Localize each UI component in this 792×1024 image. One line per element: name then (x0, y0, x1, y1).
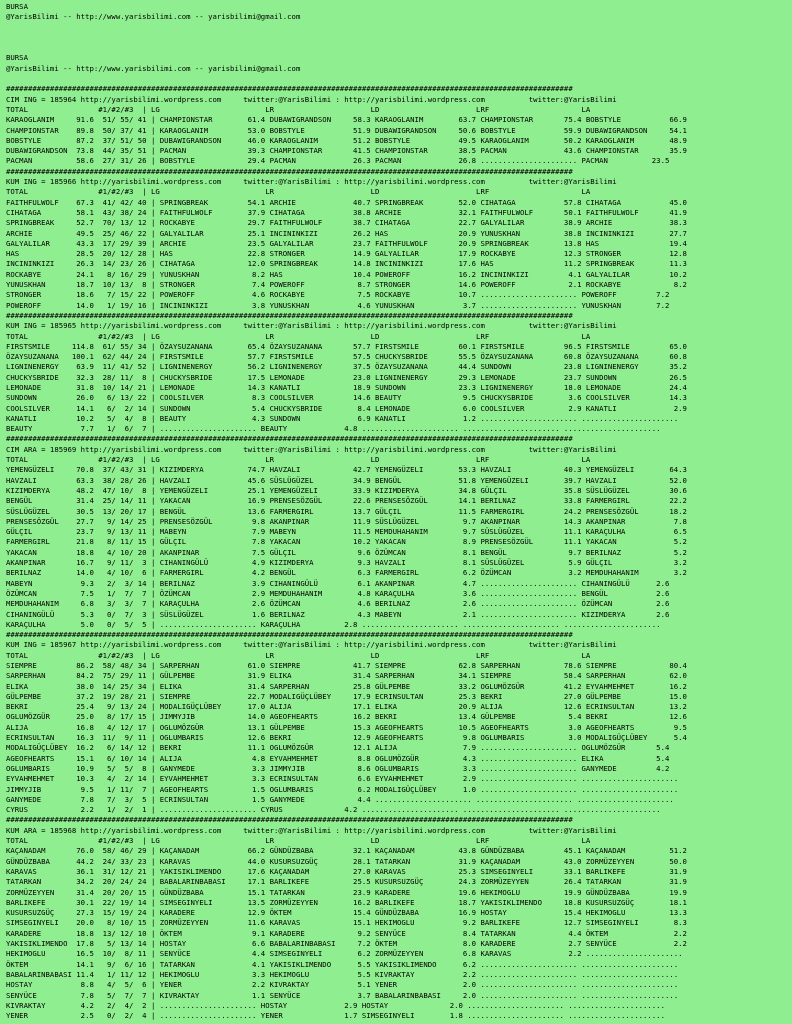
text-line: MEMDUHAHANIM 6.8 3/ 3/ 7 | KARAÇULHA 2.6 ÖZÜMCAN 4.6 BERILNAZ 2.6 ...................... ÖZÜMCAN 2.6 (6, 599, 670, 609)
text-line (6, 23, 687, 33)
text-line: ROCKABYE 24.1 8/ 16/ 29 | YUNUSKHAN 8.2 HAS 10.4 POWEROFF 16.2 INCININKIZI 4.1 GALYALILAR 10.2 (6, 269, 687, 279)
text-line: TOTAL #1/#2/#3 | LG LR LD LRF LA (6, 455, 591, 465)
text-line: KARADERE 18.8 13/ 12/ 10 | ÖKTEM 9.1 KARADERE 9.2 SENYÜCE 8.4 TATARKAN 4.4 ÖKTEM 2.2 (6, 928, 687, 938)
text-line: BEKRI 25.4 9/ 13/ 24 | MODALIGÜÇLÜBEY 17.0 ALIJA 17.1 ELIKA 20.9 ALIJA 12.6 ECRINSULTAN 13.2 (6, 702, 687, 712)
text-line: KUM ING = 185967 http://yarisbilimi.wordpress.com twitter:@YarisBilimi : http://yarisbilimi.wordpress.com twitter:@YarisBilimi (6, 640, 617, 650)
text-line: KARAOGLANIM 91.6 51/ 55/ 41 | CHAMPIONSTAR 61.4 DUBAWIGRANDSON 58.3 KARAOGLANIM 63.7 CHAMPIONSTAR 75.4 BOBSTYLE 66.9 (6, 115, 687, 125)
text-line: HAVZALI 63.3 38/ 28/ 26 | HAVZALI 45.6 SÜSLÜGÜZEL 34.9 BENGÜL 51.8 YEMENGÜZELI 39.7 HAVZALI 52.0 (6, 475, 687, 485)
text-line: YAKACAN 18.8 4/ 10/ 20 | AKANPINAR 7.5 GÜLÇIL 9.6 ÖZÜMCAN 8.1 BENGÜL 9.7 BERILNAZ 5.2 (6, 547, 687, 557)
text-line: TOTAL #1/#2/#3 | LG LR LD LRF LA (6, 836, 591, 846)
separator-line: ################################################################################################################################# (6, 815, 573, 825)
text-line: MODALIGÜÇLÜBEY 16.2 6/ 14/ 12 | BEKRI 11.1 OGLUMÖZGÜR 12.1 ALIJA 7.9 ...................... OGLUMÖZGÜR 5.4 (6, 743, 670, 753)
text-line: SENYÜCE 7.8 5/ 7/ 7 | KIVRAKTAY 1.1 SENYÜCE 3.7 BABALARINBABASI 2.0 ...................... ...................... (6, 990, 679, 1000)
text-line: KIVRAKTAY 4.2 2/ 4/ 2 | ...................... HOSTAY 2.9 HOSTAY 2.0 ...................... ...................... (6, 1000, 665, 1010)
text-line: HAS 28.5 20/ 12/ 28 | HAS 22.8 STRONGER 14.9 GALYALILAR 17.9 ROCKABYE 12.3 STRONGER 12.8 (6, 249, 687, 259)
text-line: CIM ING = 185964 http://yarisbilimi.wordpress.com twitter:@YarisBilimi : http://yarisbilimi.wordpress.com twitter:@YarisBilimi (6, 94, 617, 104)
text-line: LIGNINENERGY 63.9 11/ 41/ 52 | LIGNINENERGY 56.2 LIGNINENERGY 37.5 ÖZAYSUZANANA 44.4 SUNDOWN 23.8 LIGNINENERGY 35.2 (6, 362, 687, 372)
race-statistics-text (6, 2, 687, 1021)
text-line: ÖZAYSUZANANA 100.1 62/ 44/ 24 | FIRSTSMILE 57.7 FIRSTSMILE 57.5 CHUCKYSBRIDE 55.5 ÖZAYSUZANANA 60.8 ÖZAYSUZANANA 60.8 (6, 352, 687, 362)
text-line: BURSA (6, 2, 28, 11)
text-line: LEMONADE 31.8 10/ 14/ 21 | LEMONADE 14.3 KANATLI 18.9 SUNDOWN 23.3 LIGNINENERGY 18.0 LEMONADE 24.4 (6, 382, 687, 392)
text-line: ECRINSULTAN 16.3 11/ 9/ 11 | OGLUMBARIS 12.6 BEKRI 12.9 AGEOFHEARTS 9.8 OGLUMBARIS 3.0 MODALIGÜÇLÜBEY 5.4 (6, 733, 687, 743)
text-line: HEKIMOGLU 16.5 10/ 8/ 11 | SENYÜCE 4.4 SIMSEGINYELI 6.2 ZORMÜZEYYEN 6.8 KARAVAS 2.2 ...................... (6, 949, 683, 959)
separator-line: ################################################################################################################################# (6, 434, 573, 444)
text-line: BABALARINBABASI 11.4 1/ 11/ 12 | HEKIMOGLU 3.3 HEKIMOGLU 5.5 KIVRAKTAY 2.2 ...................... ...................... (6, 969, 679, 979)
text-line: ELIKA 38.0 14/ 25/ 34 | ELIKA 31.4 SARPERHAN 25.8 GÜLPEMBE 33.2 OGLUMÖZGÜR 41.2 EYVAHMEHMET 16.2 (6, 681, 687, 691)
text-line: FAITHFULWOLF 67.3 41/ 42/ 40 | SPRINGBREAK 54.1 ARCHIE 40.7 SPRINGBREAK 52.0 CIHATAGA 57.8 CIHATAGA 45.0 (6, 197, 687, 207)
text-line: TOTAL #1/#2/#3 | LG LR LD LRF LA (6, 650, 591, 660)
text-line: @YarisBilimi -- http://www.yarisbilimi.com -- yarisbilimi@gmail.com (6, 63, 301, 73)
text-line: YUNUSKHAN 18.7 10/ 13/ 8 | STRONGER 7.4 POWEROFF 8.7 STRONGER 14.6 POWEROFF 2.1 ROCKABYE 8.2 (6, 280, 687, 290)
text-line: ALIJA 16.8 4/ 12/ 17 | OGLUMÖZGÜR 13.1 GÜLPEMBE 15.3 AGEOFHEARTS 10.5 AGEOFHEARTS 3.0 AGEOFHEARTS 9.5 (6, 722, 687, 732)
text-line: POWEROFF 14.0 1/ 19/ 16 | INCININKIZI 3.8 YUNUSKHAN 4.6 YUNUSKHAN 3.7 ...................... YUNUSKHAN 7.2 (6, 300, 670, 310)
text-line: DUBAWIGRANDSON 73.8 44/ 35/ 51 | PACMAN 39.3 CHAMPIONSTAR 41.5 CHAMPIONSTAR 38.5 PACMAN 43.6 CHAMPIONSTAR 35.9 (6, 146, 687, 156)
text-line: TOTAL #1/#2/#3 | LG LR LD LRF LA (6, 187, 591, 197)
text-line: GALYALILAR 43.3 17/ 29/ 39 | ARCHIE 23.5 GALYALILAR 23.7 FAITHFULWOLF 20.9 SPRINGBREAK 13.8 HAS 19.4 (6, 238, 687, 248)
text-line: EYVAHMEHMET 10.3 4/ 2/ 14 | EYVAHMEHMET 3.3 ECRINSULTAN 6.6 EYVAHMEHMET 2.9 ...................... ...................... (6, 774, 679, 784)
text-line: KIZIMDERYA 48.2 47/ 10/ 8 | YEMENGÜZELI 25.1 YEMENGÜZELI 33.9 KIZIMDERYA 34.8 GÜLÇIL 35.8 SÜSLÜGÜZEL 30.6 (6, 485, 687, 495)
text-line: CIHANINGÜLÜ 5.3 0/ 7/ 3 | SÜSLÜGÜZEL 1.6 BERILNAZ 4.3 MABEYN 2.1 ...................... KIZIMDERYA 2.6 (6, 609, 670, 619)
separator-line: ################################################################################################################################# (6, 166, 573, 176)
text-line: BOBSTYLE 87.2 37/ 51/ 50 | DUBAWIGRANDSON 46.0 KARAOGLANIM 51.2 BOBSTYLE 49.5 KARAOGLANIM 50.2 KARAOGLANIM 48.9 (6, 135, 687, 145)
text-line: GÜLPEMBE 37.2 19/ 28/ 21 | SIEMPRE 22.7 MODALIGÜÇLÜBEY 17.9 ECRINSULTAN 25.3 BEKRI 27.0 GÜLPEMBE 15.0 (6, 691, 687, 701)
text-line: BEAUTY 7.7 1/ 6/ 7 | ...................... BEAUTY 4.8 ...................... ...................... ...................... (6, 424, 661, 434)
text-line: KARAÇULHA 5.0 0/ 5/ 5 | ...................... KARAÇULHA 2.8 ...................... ...................... ...................... (6, 619, 661, 629)
text-line: JIMMYJIB 9.5 1/ 11/ 7 | AGEOFHEARTS 1.5 OGLUMBARIS 6.2 MODALIGÜÇLÜBEY 1.0 ...................... ...................... (6, 784, 679, 794)
text-line: INCININKIZI 26.3 14/ 23/ 26 | CIHATAGA 12.0 SPRINGBREAK 14.8 INCININKIZI 17.6 HAS 11.2 SPRINGBREAK 11.3 (6, 259, 687, 269)
text-line: BENGÜL 31.4 25/ 14/ 11 | YAKACAN 16.9 PRENSESÖZGÜL 22.6 PRENSESÖZGÜL 14.1 BERILNAZ 33.8 FARMERGIRL 22.2 (6, 496, 687, 506)
text-line: ZORMÜZEYYEN 31.4 20/ 20/ 15 | GÜNDÜZBABA 15.1 TATARKAN 23.9 KARADERE 19.6 HEKIMOGLU 19.9 GÜNDÜZBABA 19.9 (6, 887, 687, 897)
text-line (6, 74, 687, 84)
text-line: AGEOFHEARTS 15.1 6/ 10/ 14 | ALIJA 4.8 EYVAHMEHMET 8.8 OGLUMÖZGÜR 4.3 ...................... ELIKA 5.4 (6, 753, 670, 763)
text-line: COOLSILVER 14.1 6/ 2/ 14 | SUNDOWN 5.4 CHUCKYSBRIDE 8.4 LEMONADE 6.0 COOLSILVER 2.9 KANATLI 2.9 (6, 403, 687, 413)
text-line: CHAMPIONSTAR 89.8 50/ 37/ 41 | KARAOGLANIM 53.0 BOBSTYLE 51.9 DUBAWIGRANDSON 50.6 BOBSTYLE 59.9 DUBAWIGRANDSON 54.1 (6, 125, 687, 135)
text-line: ARCHIE 49.5 25/ 46/ 22 | GALYALILAR 25.1 INCININKIZI 26.2 HAS 20.9 YUNUSKHAN 38.8 INCININKIZI 27.7 (6, 228, 687, 238)
text-line: HOSTAY 8.8 4/ 5/ 6 | YENER 2.2 KIVRAKTAY 5.1 YENER 2.0 ...................... ...................... (6, 980, 679, 990)
text-line: SARPERHAN 84.2 75/ 29/ 11 | GÜLPEMBE 31.9 ELIKA 31.4 SARPERHAN 34.1 SIEMPRE 58.4 SARPERHAN 62.0 (6, 671, 687, 681)
text-line: SÜSLÜGÜZEL 30.5 13/ 20/ 17 | BENGÜL 13.6 FARMERGIRL 13.7 GÜLÇIL 11.5 FARMERGIRL 24.2 PRENSESÖZGÜL 18.2 (6, 506, 687, 516)
text-line: KUM ING = 185965 http://yarisbilimi.wordpress.com twitter:@YarisBilimi : http://yarisbilimi.wordpress.com twitter:@YarisBilimi (6, 321, 617, 331)
text-line: GÜLÇIL 23.7 9/ 13/ 11 | MABEYN 7.9 MABEYN 11.5 MEMDUHAHANIM 9.7 SÜSLÜGÜZEL 11.1 KARAÇULHA 6.5 (6, 527, 687, 537)
text-line: YAKISIKLIMENDO 17.8 5/ 13/ 14 | HOSTAY 6.6 BABALARINBABASI 7.2 ÖKTEM 8.0 KARADERE 2.7 SENYÜCE 2.2 (6, 939, 687, 949)
text-line: SIMSEGINYELI 20.0 8/ 10/ 15 | ZORMÜZEYYEN 11.6 KARAVAS 15.1 HEKIMOGLU 9.2 BARLIKEFE 12.7 SIMSEGINYELI 8.3 (6, 918, 687, 928)
text-line: PRENSESÖZGÜL 27.7 9/ 14/ 25 | PRENSESÖZGÜL 9.8 AKANPINAR 11.9 SÜSLÜGÜZEL 9.7 AKANPINAR 14.3 AKANPINAR 7.8 (6, 516, 687, 526)
text-line: YENER 2.5 0/ 2/ 4 | ...................... YENER 1.7 SIMSEGINYELI 1.8 ...................... ...................... (6, 1011, 665, 1021)
text-line: CYRUS 2.2 1/ 2/ 1 | ...................... CYRUS 4.2 ...................... ...................... ...................... (6, 805, 661, 815)
text-line: OGLUMBARIS 10.9 5/ 5/ 8 | GANYMEDE 3.3 JIMMYJIB 8.6 OGLUMBARIS 3.3 ...................... GANYMEDE 4.2 (6, 763, 670, 773)
text-line: MABEYN 9.3 2/ 3/ 14 | BERILNAZ 3.9 CIHANINGÜLÜ 6.1 AKANPINAR 4.7 ...................... CIHANINGÜLÜ 2.6 (6, 578, 670, 588)
text-line: ÖZÜMCAN 7.5 1/ 7/ 7 | ÖZÜMCAN 2.9 MEMDUHAHANIM 4.8 KARAÇULHA 3.6 ...................... BENGÜL 2.6 (6, 588, 670, 598)
text-line: KANATLI 10.2 5/ 4/ 8 | BEAUTY 4.3 SUNDOWN 6.9 KANATLI 1.2 ...................... ...................... (6, 413, 679, 423)
text-line: YEMENGÜZELI 70.8 37/ 43/ 31 | KIZIMDERYA 74.7 HAVZALI 42.7 YEMENGÜZELI 53.3 HAVZALI 40.3 YEMENGÜZELI 64.3 (6, 465, 687, 475)
text-line: BURSA (6, 53, 28, 63)
text-line (6, 33, 687, 43)
text-line: SUNDOWN 26.0 6/ 13/ 22 | COOLSILVER 8.3 COOLSILVER 14.6 BEAUTY 9.5 CHUCKYSBRIDE 3.6 COOLSILVER 14.3 (6, 393, 687, 403)
text-line: KUSURSUZGÜÇ 27.3 15/ 19/ 24 | KARADERE 12.9 ÖKTEM 15.4 GÜNDÜZBABA 16.9 HOSTAY 15.4 HEKIMOGLU 13.3 (6, 908, 687, 918)
text-line: SIEMPRE 86.2 58/ 48/ 34 | SARPERHAN 61.0 SIEMPRE 41.7 SIEMPRE 62.8 SARPERHAN 78.6 SIEMPRE 80.4 (6, 661, 687, 670)
text-line: FIRSTSMILE 114.8 61/ 55/ 34 | ÖZAYSUZANANA 65.4 ÖZAYSUZANANA 57.7 FIRSTSMILE 60.1 FIRSTSMILE 96.5 FIRSTSMILE 65.0 (6, 341, 687, 351)
text-line: PACMAN 58.6 27/ 31/ 26 | BOBSTYLE 29.4 PACMAN 26.3 PACMAN 26.8 ...................... PACMAN 23.5 (6, 156, 670, 166)
text-line (6, 43, 687, 53)
separator-line: ################################################################################################################################# (6, 310, 573, 320)
text-line: TOTAL #1/#2/#3 | LG LR LD LRF LA (6, 104, 591, 114)
text-line: ÖKTEM 14.1 9/ 6/ 16 | TATARKAN 4.1 YAKISIKLIMENDO 5.5 YAKISIKLIMENDO 6.2 ...................... ...................... (6, 959, 679, 969)
text-line: KUM ING = 185966 http://yarisbilimi.wordpress.com twitter:@YarisBilimi : http://yarisbilimi.wordpress.com twitter:@YarisBilimi (6, 177, 617, 187)
separator-line: ################################################################################################################################# (6, 630, 573, 640)
text-line: CIHATAGA 58.1 43/ 38/ 24 | FAITHFULWOLF 37.9 CIHATAGA 38.8 ARCHIE 32.1 FAITHFULWOLF 50.1 FAITHFULWOLF 41.9 (6, 207, 687, 217)
text-line: GANYMEDE 7.8 7/ 3/ 5 | ECRINSULTAN 1.5 GANYMEDE 4.4 ...................... ...................... ...................... (6, 794, 674, 804)
text-line: SPRINGBREAK 52.7 70/ 13/ 12 | ROCKABYE 29.7 FAITHFULWOLF 38.7 CIHATAGA 22.7 GALYALILAR 38.9 ARCHIE 38.3 (6, 218, 687, 228)
text-line: FARMERGIRL 21.8 8/ 11/ 15 | GÜLÇIL 7.8 YAKACAN 10.2 YAKACAN 8.9 PRENSESÖZGÜL 11.1 YAKACAN 5.2 (6, 537, 687, 547)
text-line: STRONGER 18.6 7/ 15/ 22 | POWEROFF 4.6 ROCKABYE 7.5 ROCKABYE 10.7 ...................... POWEROFF 7.2 (6, 290, 670, 300)
text-line: KAÇANADAM 76.0 58/ 46/ 29 | KAÇANADAM 66.2 GÜNDÜZBABA 32.1 KAÇANADAM 43.8 GÜNDÜZBABA 45.1 KAÇANADAM 51.2 (6, 846, 687, 856)
separator-line: ################################################################################################################################# (6, 84, 573, 94)
text-line: GÜNDÜZBABA 44.2 24/ 33/ 23 | KARAVAS 44.0 KUSURSUZGÜÇ 28.1 TATARKAN 31.9 KAÇANADAM 43.0 ZORMÜZEYYEN 50.0 (6, 856, 687, 866)
text-line: BERILNAZ 14.0 4/ 10/ 6 | FARMERGIRL 4.2 BENGÜL 6.3 FARMERGIRL 6.2 ÖZÜMCAN 3.2 MEMDUHAHANIM 3.2 (6, 568, 687, 578)
text-line: KUM ARA = 185968 http://yarisbilimi.wordpress.com twitter:@YarisBilimi : http://yarisbilimi.wordpress.com twitter:@YarisBilimi (6, 825, 617, 835)
text-line: CIM ARA = 185969 http://yarisbilimi.wordpress.com twitter:@YarisBilimi : http://yarisbilimi.wordpress.com twitter:@YarisBilimi (6, 444, 617, 454)
text-line: TATARKAN 34.2 20/ 24/ 24 | BABALARINBABASI 17.1 BARLIKEFE 25.5 KUSURSUZGÜÇ 24.3 ZORMÜZEYYEN 26.4 TATARKAN 31.9 (6, 877, 687, 887)
text-line: OGLUMÖZGÜR 25.0 8/ 17/ 15 | JIMMYJIB 14.0 AGEOFHEARTS 16.2 BEKRI 13.4 GÜLPEMBE 5.4 BEKRI 12.6 (6, 712, 687, 722)
text-line: @YarisBilimi -- http://www.yarisbilimi.com -- yarisbilimi@gmail.com (6, 12, 301, 22)
text-line: AKANPINAR 16.7 9/ 11/ 3 | CIHANINGÜLÜ 4.9 KIZIMDERYA 9.3 HAVZALI 8.1 SÜSLÜGÜZEL 5.9 GÜLÇIL 3.2 (6, 558, 687, 568)
text-line: KARAVAS 36.1 31/ 12/ 21 | YAKISIKLIMENDO 17.6 KAÇANADAM 27.0 KARAVAS 25.3 SIMSEGINYELI 33.1 BARLIKEFE 31.9 (6, 866, 687, 876)
text-line: CHUCKYSBRIDE 32.3 28/ 11/ 8 | CHUCKYSBRIDE 17.5 LEMONADE 23.0 LIGNINENERGY 29.3 LEMONADE 23.7 SUNDOWN 26.5 (6, 372, 687, 382)
text-line: BARLIKEFE 30.1 22/ 19/ 14 | SIMSEGINYELI 13.5 ZORMÜZEYYEN 16.2 BARLIKEFE 18.7 YAKISIKLIMENDO 18.8 KUSURSUZGÜÇ 18.1 (6, 897, 687, 907)
text-line: TOTAL #1/#2/#3 | LG LR LD LRF LA (6, 331, 591, 341)
